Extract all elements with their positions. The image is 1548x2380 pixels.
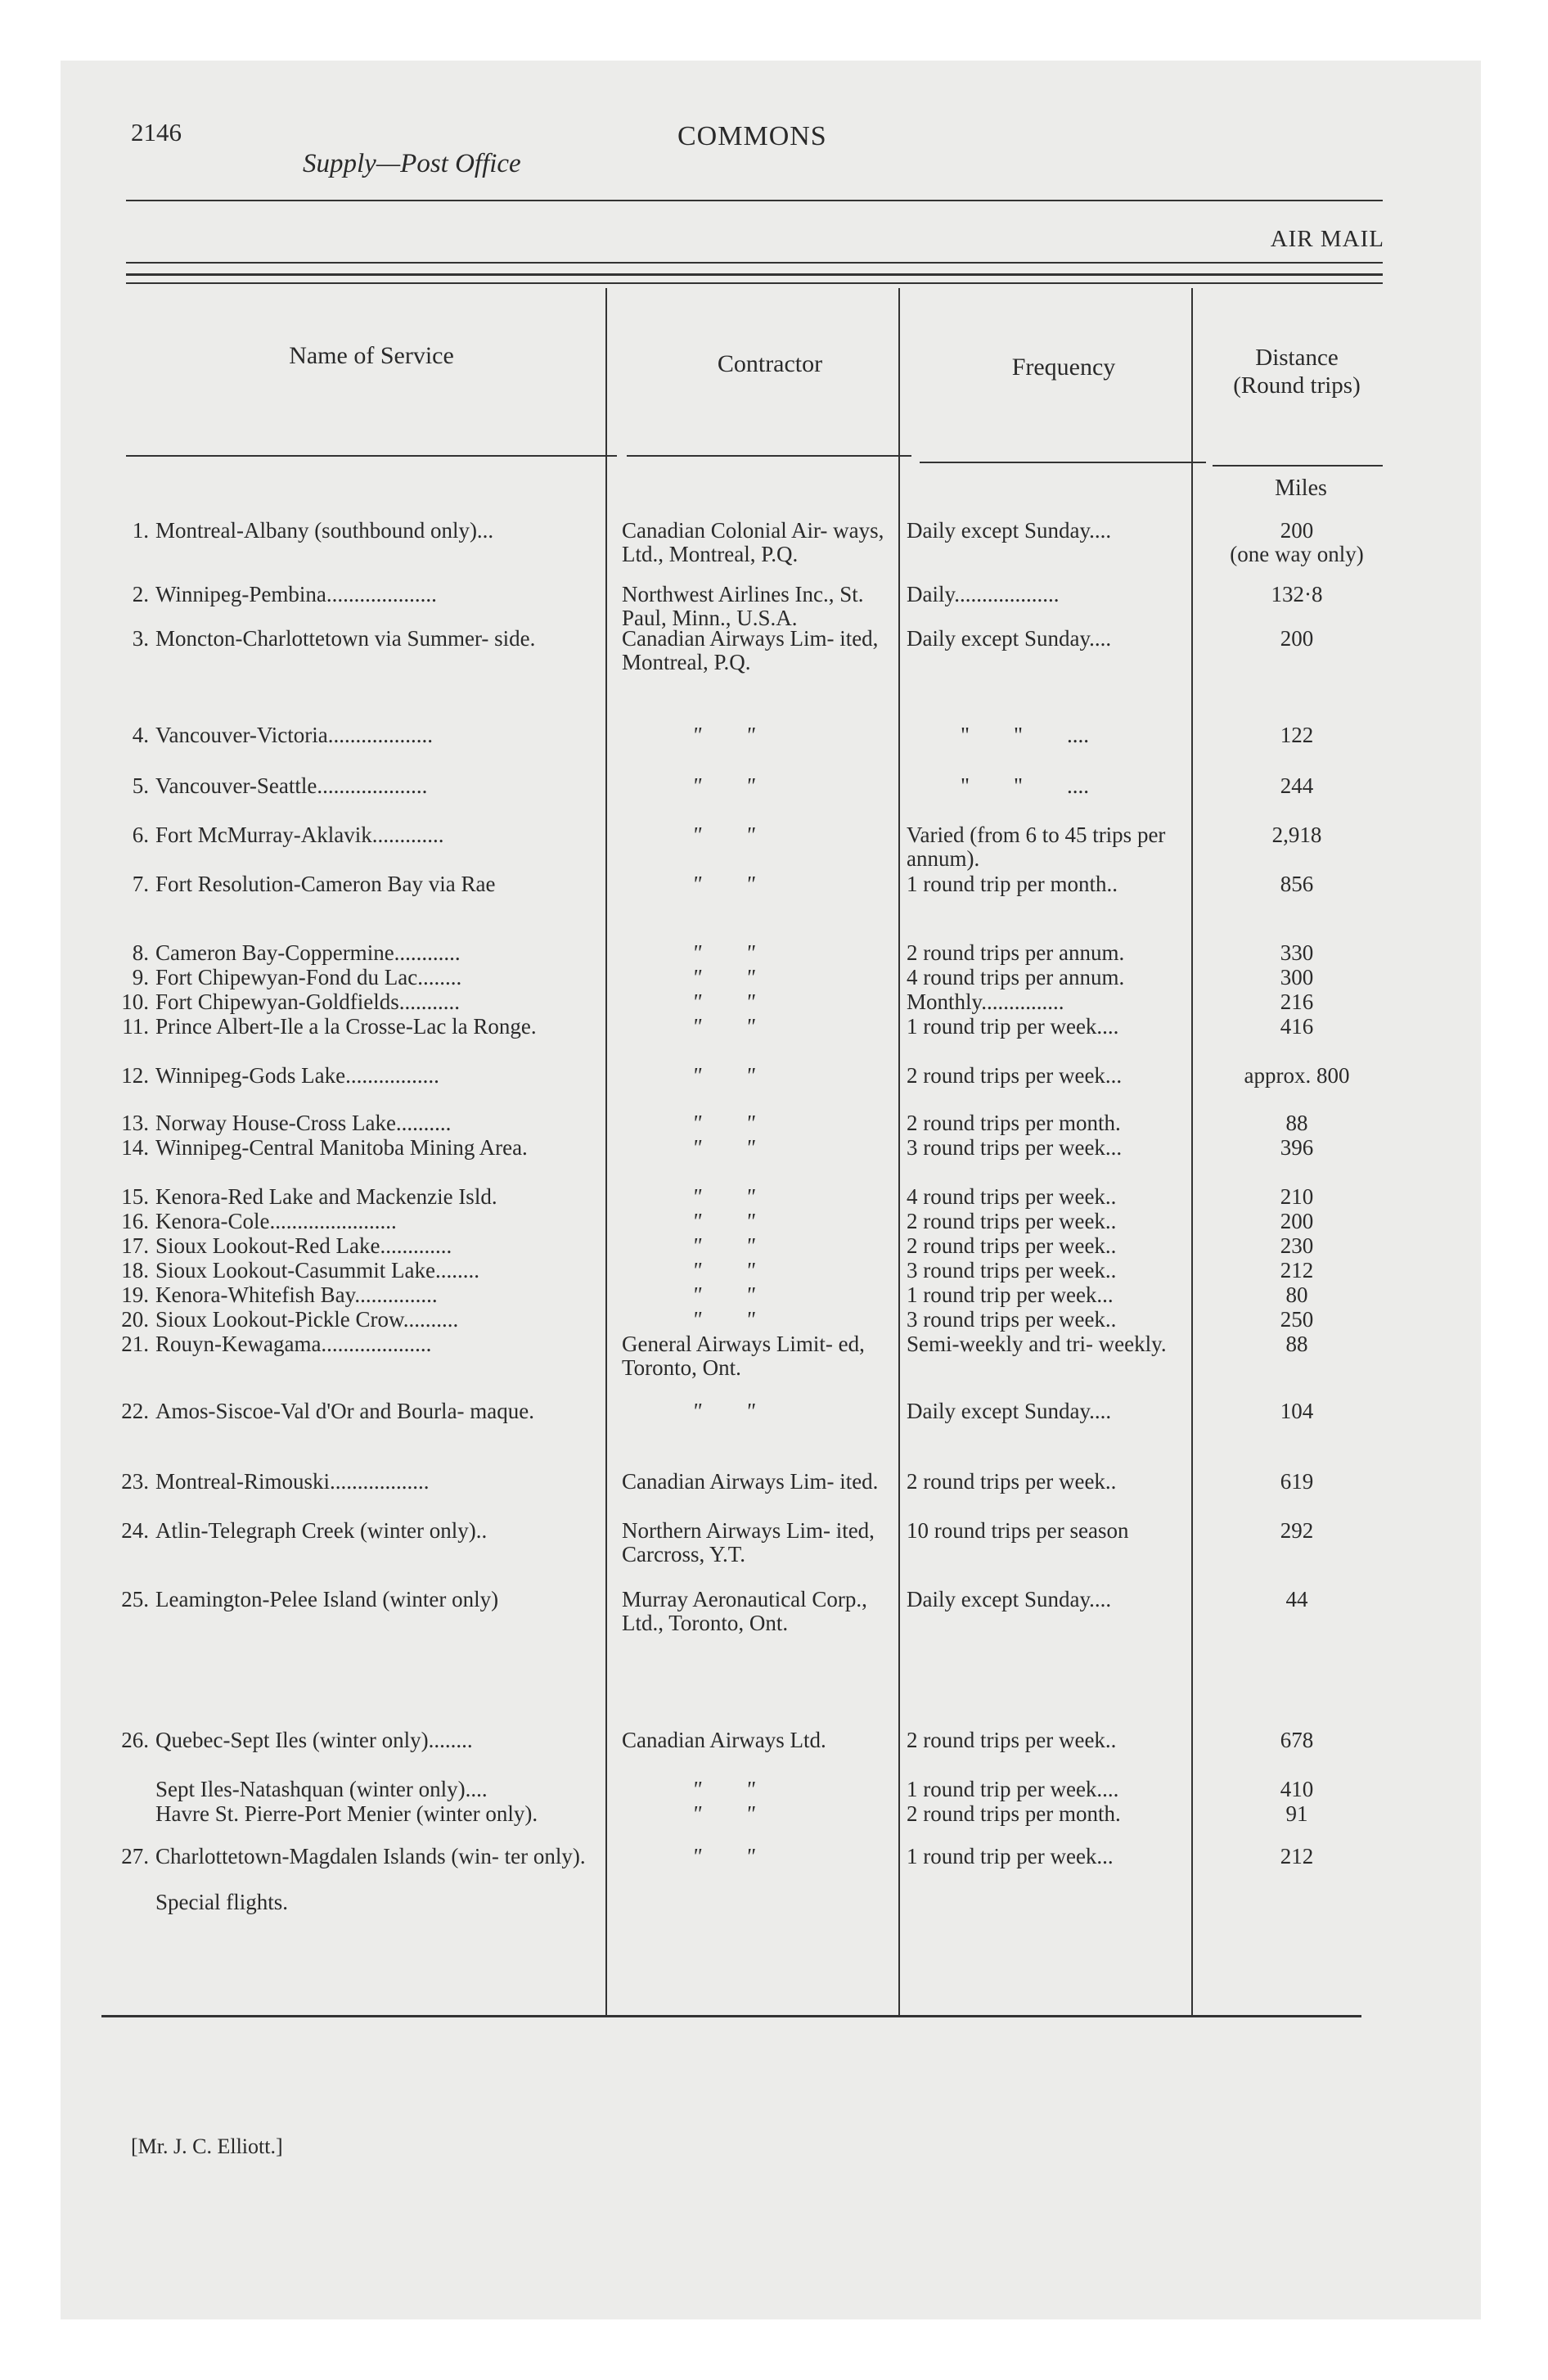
distance-cell: 122 xyxy=(1280,723,1314,747)
service-name-cell xyxy=(113,1064,643,1088)
frequency-cell: 2 round trips per week.. xyxy=(907,1233,1117,1258)
column-header-rule xyxy=(920,462,1206,463)
column-header-rule xyxy=(126,455,617,457)
service-name-cell xyxy=(113,519,643,543)
service-name-cell xyxy=(113,1845,643,1868)
service-name: Havre St. Pierre-Port Menier (winter only). xyxy=(155,1801,538,1826)
contractor-cell: Canadian Colonial Air- ways, Ltd., Montreal, P.Q. xyxy=(622,518,884,566)
frequency-cell: 1 round trip per week.... xyxy=(907,1014,1119,1039)
service-name: Rouyn-Kewagama.................... xyxy=(155,1332,432,1356)
row-number: 25. xyxy=(121,1587,149,1611)
contractor-cell: " " xyxy=(692,1844,755,1868)
service-name: Montreal-Albany (southbound only)... xyxy=(155,518,494,543)
service-name-cell xyxy=(113,966,643,989)
frequency-cell: Monthly............... xyxy=(907,989,1064,1014)
distance-cell: 410 xyxy=(1280,1777,1314,1801)
frequency-cell: Daily except Sunday.... xyxy=(907,518,1112,543)
service-name: Montreal-Rimouski.................. xyxy=(155,1469,430,1494)
contractor-cell: " " xyxy=(692,1258,755,1282)
contractor-cell: " " xyxy=(692,1777,755,1801)
service-name: Winnipeg-Gods Lake................. xyxy=(155,1063,439,1088)
row-number: 7. xyxy=(132,872,149,896)
column-header-rule xyxy=(627,455,911,457)
row-number: 4. xyxy=(132,723,149,747)
distance-cell: 200 (one way only) xyxy=(1230,518,1364,566)
header-rule xyxy=(126,200,1383,201)
service-name: Atlin-Telegraph Creek (winter only).. xyxy=(155,1518,488,1543)
service-name-cell xyxy=(113,723,643,747)
service-name: Fort Resolution-Cameron Bay via Rae xyxy=(155,872,496,896)
service-name: Winnipeg-Pembina.................... xyxy=(155,582,437,606)
service-name-cell xyxy=(113,774,643,798)
contractor-cell: Murray Aeronautical Corp., Ltd., Toronto, Ont. xyxy=(622,1587,867,1635)
contractor-cell: " " xyxy=(692,1801,755,1826)
service-name-cell xyxy=(113,1185,643,1209)
service-name: Winnipeg-Central Manitoba Mining Area. xyxy=(155,1135,528,1160)
row-number: 5. xyxy=(132,773,149,798)
frequency-cell: 3 round trips per week.. xyxy=(907,1258,1117,1282)
service-name-cell xyxy=(113,1308,643,1332)
row-number: 11. xyxy=(122,1014,149,1039)
service-name-cell xyxy=(113,1234,643,1258)
service-name: Quebec-Sept Iles (winter only)........ xyxy=(155,1728,473,1752)
service-name-cell xyxy=(113,1729,643,1752)
frequency-cell: Daily................... xyxy=(907,582,1060,606)
service-name-cell xyxy=(113,872,643,896)
contractor-cell: " " xyxy=(692,940,755,965)
contractor-cell: " " xyxy=(692,823,755,847)
contractor-cell: " " xyxy=(692,1111,755,1135)
table-top-rule-2 xyxy=(126,273,1383,276)
service-name-cell xyxy=(113,1136,643,1160)
service-name-cell xyxy=(113,1332,643,1356)
row-number: 17. xyxy=(121,1233,149,1258)
row-number: 3. xyxy=(132,626,149,651)
contractor-cell: " " xyxy=(692,1184,755,1209)
contractor-cell: " " xyxy=(692,1063,755,1088)
contractor-cell: Northwest Airlines Inc., St. Paul, Minn., U.S.A. xyxy=(622,582,864,630)
frequency-cell: Daily except Sunday.... xyxy=(907,1399,1112,1423)
page-subtitle: Supply—Post Office xyxy=(303,149,521,178)
service-name: Special flights. xyxy=(155,1890,288,1914)
frequency-cell: 2 round trips per week.. xyxy=(907,1728,1117,1752)
distance-cell: 212 xyxy=(1280,1258,1314,1282)
column-header-name: Name of Service xyxy=(289,342,454,369)
row-number: 26. xyxy=(121,1728,149,1752)
row-number: 21. xyxy=(121,1332,149,1356)
service-name: Cameron Bay-Coppermine............ xyxy=(155,940,461,965)
service-name: Charlottetown-Magdalen Islands (win- ter only). xyxy=(155,1844,586,1868)
column-header-frequency: Frequency xyxy=(1011,354,1116,381)
row-number: 19. xyxy=(121,1282,149,1307)
distance-cell: 2,918 xyxy=(1271,823,1322,847)
distance-cell: approx. 800 xyxy=(1244,1063,1350,1088)
distance-cell: 104 xyxy=(1280,1399,1314,1423)
contractor-cell: " " xyxy=(692,773,755,798)
service-name-cell xyxy=(113,1283,643,1307)
row-number: 16. xyxy=(121,1209,149,1233)
service-name-cell xyxy=(113,1470,643,1494)
distance-cell: 91 xyxy=(1285,1801,1308,1826)
distance-cell: 44 xyxy=(1285,1587,1308,1611)
service-name-cell xyxy=(113,1259,643,1282)
frequency-cell: Semi-weekly and tri- weekly. xyxy=(907,1332,1167,1356)
distance-cell: 244 xyxy=(1280,773,1314,798)
frequency-cell: 1 round trip per week... xyxy=(907,1282,1114,1307)
row-number: 2. xyxy=(132,582,149,606)
frequency-cell: 1 round trip per week.... xyxy=(907,1777,1119,1801)
service-name-cell xyxy=(113,941,643,965)
service-name: Sioux Lookout-Red Lake............. xyxy=(155,1233,452,1258)
frequency-cell: 1 round trip per week... xyxy=(907,1844,1114,1868)
contractor-cell: Canadian Airways Lim- ited. xyxy=(622,1469,879,1494)
contractor-cell: Canadian Airways Ltd. xyxy=(622,1728,826,1752)
service-name-cell xyxy=(113,583,643,606)
service-name: Amos-Siscoe-Val d'Or and Bourla- maque. xyxy=(155,1399,535,1423)
contractor-cell: " " xyxy=(692,965,755,989)
frequency-cell: " " .... xyxy=(961,723,1090,747)
contractor-cell: " " xyxy=(692,1282,755,1307)
frequency-cell: 2 round trips per annum. xyxy=(907,940,1125,965)
distance-cell: 200 xyxy=(1280,626,1314,651)
distance-cell: 416 xyxy=(1280,1014,1314,1039)
contractor-cell: " " xyxy=(692,1399,755,1423)
contractor-cell: " " xyxy=(692,1014,755,1039)
frequency-cell: 4 round trips per week.. xyxy=(907,1184,1117,1209)
frequency-cell: " " .... xyxy=(961,773,1090,798)
service-name: Fort Chipewyan-Goldfields........... xyxy=(155,989,460,1014)
distance-cell: 212 xyxy=(1280,1844,1314,1868)
distance-cell: 200 xyxy=(1280,1209,1314,1233)
distance-cell: 396 xyxy=(1280,1135,1314,1160)
frequency-cell: 1 round trip per month.. xyxy=(907,872,1118,896)
service-name-cell xyxy=(113,1588,643,1611)
frequency-cell: Daily except Sunday.... xyxy=(907,1587,1112,1611)
contractor-cell: Northern Airways Lim- ited, Carcross, Y.T. xyxy=(622,1518,875,1566)
service-name: Kenora-Red Lake and Mackenzie Isld. xyxy=(155,1184,497,1209)
service-name-cell xyxy=(113,990,643,1014)
frequency-cell: Daily except Sunday.... xyxy=(907,626,1112,651)
contractor-cell: Canadian Airways Lim- ited, Montreal, P.Q. xyxy=(622,626,879,674)
contractor-cell: " " xyxy=(692,1307,755,1332)
row-number: 9. xyxy=(132,965,149,989)
contractor-cell: " " xyxy=(692,989,755,1014)
frequency-cell: 4 round trips per annum. xyxy=(907,965,1125,989)
row-number: 8. xyxy=(132,940,149,965)
frequency-cell: 3 round trips per week... xyxy=(907,1135,1123,1160)
service-name-cell xyxy=(113,1519,643,1543)
frequency-cell: 2 round trips per week... xyxy=(907,1063,1123,1088)
service-name: Sept Iles-Natashquan (winter only).... xyxy=(155,1777,488,1801)
service-name: Kenora-Cole....................... xyxy=(155,1209,397,1233)
contractor-cell: General Airways Limit- ed, Toronto, Ont. xyxy=(622,1332,865,1380)
service-name-cell xyxy=(113,1400,643,1423)
service-name: Kenora-Whitefish Bay............... xyxy=(155,1282,438,1307)
contractor-cell: " " xyxy=(692,1209,755,1233)
column-header-distance: Distance (Round trips) xyxy=(1233,345,1361,399)
distance-cell: 292 xyxy=(1280,1518,1314,1543)
service-name-cell xyxy=(113,1111,643,1135)
service-name: Moncton-Charlottetown via Summer- side. xyxy=(155,626,536,651)
contractor-cell: " " xyxy=(692,723,755,747)
service-name-cell xyxy=(113,1778,643,1801)
service-name-cell xyxy=(113,1891,643,1914)
column-header-contractor: Contractor xyxy=(717,350,823,377)
distance-cell: 300 xyxy=(1280,965,1314,989)
row-number: 22. xyxy=(121,1399,149,1423)
service-name: Fort Chipewyan-Fond du Lac........ xyxy=(155,965,462,989)
frequency-cell: 2 round trips per week.. xyxy=(907,1209,1117,1233)
distance-cell: 80 xyxy=(1285,1282,1308,1307)
distance-cell: 88 xyxy=(1285,1332,1308,1356)
service-name: Leamington-Pelee Island (winter only) xyxy=(155,1587,499,1611)
contractor-cell: " " xyxy=(692,1233,755,1258)
service-name: Prince Albert-Ile a la Crosse-Lac la Ronge. xyxy=(155,1014,537,1039)
service-name: Sioux Lookout-Pickle Crow.......... xyxy=(155,1307,459,1332)
distance-cell: 330 xyxy=(1280,940,1314,965)
footer-attribution: [Mr. J. C. Elliott.] xyxy=(131,2134,283,2158)
row-number: 18. xyxy=(121,1258,149,1282)
table-top-rule-1 xyxy=(126,262,1383,264)
distance-cell: 132·8 xyxy=(1271,582,1323,606)
frequency-cell: 2 round trips per month. xyxy=(907,1801,1121,1826)
service-name-cell xyxy=(113,1802,643,1826)
distance-cell: 250 xyxy=(1280,1307,1314,1332)
row-number: 27. xyxy=(121,1844,149,1868)
row-number: 1. xyxy=(132,518,149,543)
frequency-cell: 10 round trips per season xyxy=(907,1518,1129,1543)
frequency-cell: 3 round trips per week.. xyxy=(907,1307,1117,1332)
row-number: 20. xyxy=(121,1307,149,1332)
row-number: 23. xyxy=(121,1469,149,1494)
column-header-rule xyxy=(1213,465,1383,467)
page-number: 2146 xyxy=(131,118,182,146)
contractor-cell: " " xyxy=(692,872,755,896)
service-name: Norway House-Cross Lake.......... xyxy=(155,1111,452,1135)
frequency-cell: 2 round trips per week.. xyxy=(907,1469,1117,1494)
row-number: 6. xyxy=(132,823,149,847)
section-title: AIR MAIL xyxy=(1270,226,1384,252)
distance-cell: 216 xyxy=(1280,989,1314,1014)
row-number: 13. xyxy=(121,1111,149,1135)
service-name: Sioux Lookout-Casummit Lake........ xyxy=(155,1258,479,1282)
frequency-cell: Varied (from 6 to 45 trips per annum). xyxy=(907,823,1166,871)
service-name: Vancouver-Seattle.................... xyxy=(155,773,428,798)
distance-cell: 230 xyxy=(1280,1233,1314,1258)
table-bottom-rule xyxy=(101,2015,1361,2017)
service-name: Vancouver-Victoria................... xyxy=(155,723,433,747)
contractor-cell: " " xyxy=(692,1135,755,1160)
row-number: 14. xyxy=(121,1135,149,1160)
distance-cell: 856 xyxy=(1280,872,1314,896)
service-name: Fort McMurray-Aklavik............. xyxy=(155,823,444,847)
service-name-cell xyxy=(113,823,643,847)
frequency-cell: 2 round trips per month. xyxy=(907,1111,1121,1135)
service-name-cell xyxy=(113,1015,643,1039)
distance-unit: Miles xyxy=(1275,476,1327,501)
distance-cell: 619 xyxy=(1280,1469,1314,1494)
row-number: 10. xyxy=(121,989,149,1014)
row-number: 15. xyxy=(121,1184,149,1209)
row-number: 12. xyxy=(121,1063,149,1088)
distance-cell: 88 xyxy=(1285,1111,1308,1135)
table-top-rule-3 xyxy=(126,282,1383,284)
page-title: COMMONS xyxy=(677,121,827,151)
service-name-cell xyxy=(113,627,643,651)
distance-cell: 678 xyxy=(1280,1728,1314,1752)
distance-cell: 210 xyxy=(1280,1184,1314,1209)
row-number: 24. xyxy=(121,1518,149,1543)
service-name-cell xyxy=(113,1210,643,1233)
